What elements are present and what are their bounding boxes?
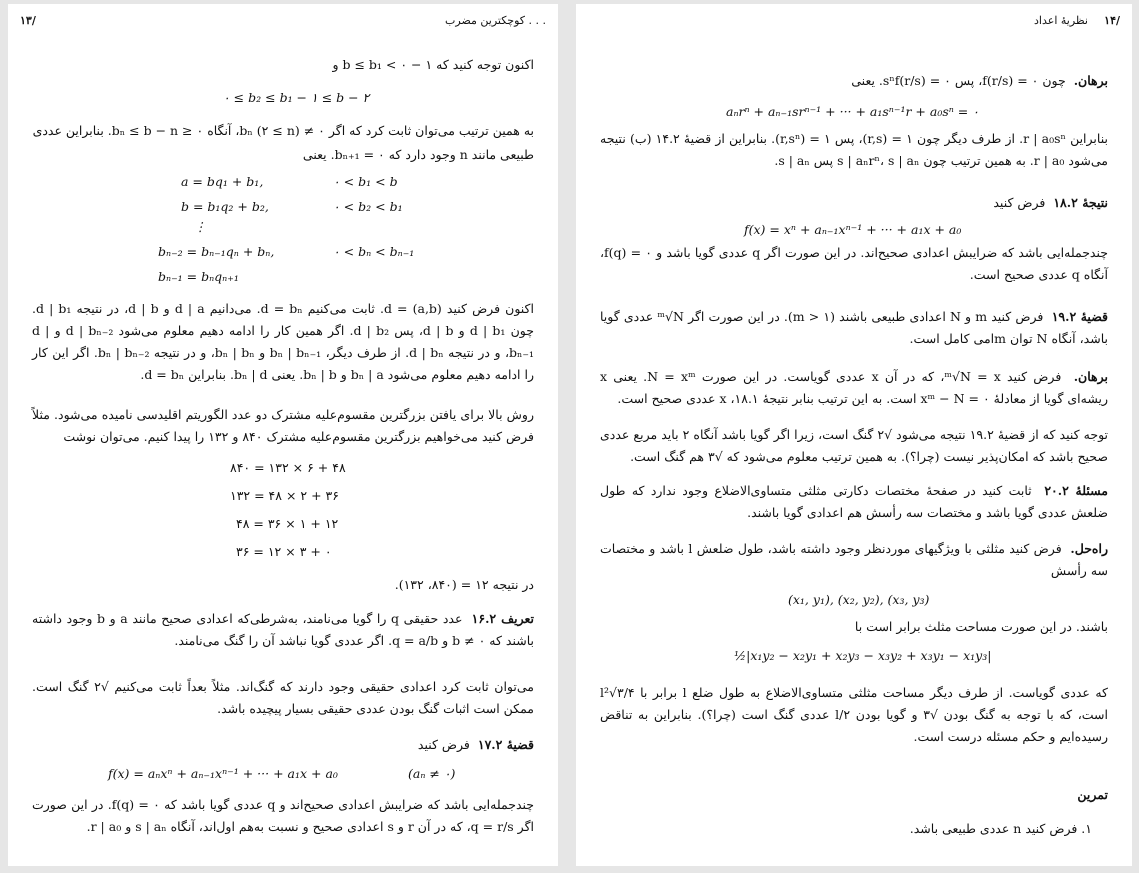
- paragraph: چندجمله‌ایی باشد که ضرایبش اعدادی صحیح‌اند و q عددی گویا باشد که ۰ = f(q). در این صورت اگر q = r/s، که در آن r و s اعدادی صحیح و نسبت به‌هم اول‌اند، آنگاه s | aₙ و r | a₀.: [32, 797, 535, 834]
- equation-rhs: ۰ < b₁ < b: [333, 174, 398, 189]
- proof: [600, 70, 1108, 92]
- proof-label: برهان.: [1073, 369, 1108, 384]
- paragraph: طبیعی مانند n وجود دارد که ۰ = bₙ₊₁. یعنی: [302, 147, 534, 162]
- theorem-title: قضیهٔ ۱۹.۲: [1051, 309, 1109, 324]
- paragraph: باشند. در این صورت مساحت مثلث برابر است با: [854, 619, 1108, 634]
- problem-text: ثابت کنید در صفحهٔ مختصات دکارتی مثلثی متساوی‌الاضلاع وجود ندارد که طول ضلعش عددی گویا باشد و مختصات سه رأسش هم اعدادی گویا باشند.: [600, 483, 1108, 520]
- paragraph: به همین ترتیب می‌توان ثابت کرد که اگر ۰ ≠ bₙ (۲ ≤ n)، آنگاه ۰ ≤ bₙ ≤ b − n. بنابراین عددی: [32, 123, 534, 138]
- definition-text: عدد حقیقی q را گویا می‌نامند، به‌شرطی‌که اعدادی صحیح مانند a و b وجود داشته باشند که ۰ ≠ b و q = a/b. اگر عددی گویا نباشد آن را گنگ می‌نامند.: [32, 611, 534, 648]
- paragraph: توجه کنید که از قضیهٔ ۱۹.۲ نتیجه می‌شود √۲ گنگ است، زیرا اگر گویا باشد آنگاه ۲ باید مربع عددی صحیح باشد که امکان‌پذیر نیست (چرا؟). به همین ترتیب معلوم می‌شود که √۳ هم گنگ است.: [600, 427, 1109, 464]
- calc-line: ۴۸ = ۳۶ × ۱ + ۱۲: [236, 516, 339, 531]
- problem-title: مسئلهٔ ۲۰.۲: [1044, 483, 1108, 498]
- exercise-item: ۱. فرض کنید n عددی طبیعی باشد.: [909, 821, 1092, 836]
- proof: [600, 366, 1108, 410]
- equation-rhs: ۰ < b₂ < b₁: [333, 199, 403, 214]
- solution-text: فرض کنید مثلثی با ویژگیهای موردنظر وجود داشته باشد، طول ضلعش l باشد و مختصات سه رأسش: [600, 541, 1108, 578]
- header-title: نظریهٔ اعداد: [1034, 14, 1088, 27]
- corollary: [600, 192, 1108, 214]
- theorem: [32, 734, 534, 756]
- definition: [32, 608, 534, 652]
- paragraph: بنابراین r | a₀sⁿ. از طرف دیگر چون ۱ = (r,s)، پس ۱ = (r,sⁿ). بنابراین از قضیهٔ ۱۴.۲ (ب) نتیجه می‌شود r | a₀. به همین ترتیب چون s | aₙrⁿ، s | aₙ پس s | aₙ.: [600, 131, 1108, 168]
- equation-lhs: b = b₁q₂ + b₂,: [181, 199, 269, 214]
- equation-ellipsis: ⋮: [194, 219, 207, 234]
- paragraph: که عددی گویاست. از طرف دیگر مساحت مثلثی متساوی‌الاضلاع به طول ضلع l برابر با l²√۳/۴ است، که با توجه به گنگ بودن √۳ و گویا بودن l/۲ عددی گنگ است (چرا؟). بنابراین به تناقض رسیده‌ایم و حکم مسئله درست است.: [600, 685, 1108, 744]
- page-number: ۱۳/: [20, 14, 36, 27]
- equation-lhs: bₙ₋₂ = bₙ₋₁qₙ + bₙ,: [158, 244, 275, 259]
- page-number: ۱۴/: [1104, 14, 1120, 27]
- calc-line: ۸۴۰ = ۱۳۲ × ۶ + ۴۸: [230, 460, 346, 475]
- header-title: کوچکترین مضرب . . .: [445, 14, 546, 27]
- paragraph: روش بالا برای یافتن بزرگترین مقسوم‌علیه مشترک دو عدد الگوریتم اقلیدسی نامیده می‌شود. مثلاً فرض کنید می‌خواهیم بزرگترین مقسوم‌علیه مشترک ۸۴۰ و ۱۳۲ را پیدا کنیم. می‌توان نوشت: [32, 407, 534, 444]
- paragraph: چندجمله‌ایی باشد که ضرایبش اعدادی صحیح‌اند. در این صورت اگر q عددی گویا باشد و ۰ = f(q)، آنگاه q عددی صحیح است.: [600, 245, 1108, 282]
- corollary-lead: فرض کنید: [993, 195, 1046, 210]
- problem: [600, 480, 1108, 524]
- proof-label: برهان.: [1073, 73, 1108, 88]
- calc-line: ۱۳۲ = ۴۸ × ۲ + ۳۶: [230, 488, 339, 503]
- exercises-title: تمرین: [1077, 787, 1108, 802]
- solution-label: راه‌حل.: [1070, 541, 1108, 556]
- proof-text: فرض کنید ᵐ√N = x، که در آن x عددی گویاست. در این صورت N = xᵐ. یعنی x ریشه‌ای گویا از معادلهٔ ۰ = xᵐ − N است. به این ترتیب بنابر نتیجهٔ ۱۸.۱، x عددی صحیح است.: [600, 369, 1108, 406]
- area-formula: ½|x₁y₂ − x₂y₁ + x₂y₃ − x₃y₂ + x₃y₁ − x₁y₃|: [734, 648, 992, 663]
- theorem: [600, 306, 1108, 350]
- calc-line: ۳۶ = ۱۲ × ۳ + ۰: [236, 544, 332, 559]
- vertices: (x₁, y₁), (x₂, y₂), (x₃, y₃): [788, 592, 930, 607]
- paragraph: در نتیجه ۱۲ = (۸۴۰، ۱۳۲).: [394, 577, 534, 592]
- corollary-title: نتیجهٔ ۱۸.۲: [1053, 195, 1108, 210]
- equation: f(x) = xⁿ + aₙ₋₁xⁿ⁻¹ + ··· + a₁x + a₀: [744, 222, 962, 237]
- page-header: [588, 14, 1120, 30]
- equation-lhs: a = bq₁ + b₁,: [181, 174, 264, 189]
- theorem-lead: فرض کنید: [417, 737, 470, 752]
- right-page: [576, 4, 1132, 866]
- definition-title: تعریف ۱۶.۲: [471, 611, 534, 626]
- theorem-text: فرض کنید m و N اعدادی طبیعی باشند (m > ۱). در این صورت اگر ᵐ√N عددی گویا باشد، آنگاه N توان mامی کامل است.: [600, 309, 1108, 346]
- paragraph: اکنون توجه کنید که ۱ − b ≤ b₁ < ۰ و: [332, 57, 534, 72]
- page-header: [20, 14, 546, 30]
- equation-rhs: ۰ < bₙ < bₙ₋₁: [333, 244, 415, 259]
- polynomial-condition: (aₙ ≠ ۰): [408, 766, 456, 781]
- theorem-title: قضیهٔ ۱۷.۲: [477, 737, 534, 752]
- left-page: [8, 4, 558, 866]
- polynomial: f(x) = aₙxⁿ + aₙ₋₁xⁿ⁻¹ + ··· + a₁x + a₀: [108, 766, 338, 781]
- proof-text: چون ۰ = f(r/s)، پس ۰ = sⁿf(r/s). یعنی: [851, 73, 1066, 88]
- paragraph: اکنون فرض کنید d = (a,b). ثابت می‌کنیم d = bₙ. می‌دانیم d | a و d | b، در نتیجه d | b₁. چون d | b₁ و d | b، پس d | b₂. اگر همین کار را ادامه دهیم معلوم می‌شود d | bₙ₋₂ و d | bₙ₋₁، و در نتیجه d | bₙ. از طرف دیگر، bₙ | bₙ₋₁ و bₙ | bₙ، و در نتیجه bₙ | bₙ₋₂. اگر این کار را ادامه دهیم معلوم می‌شود bₙ | a و bₙ | b. یعنی bₙ | d. بنابراین d = bₙ.: [32, 301, 535, 382]
- equation: aₙrⁿ + aₙ₋₁srⁿ⁻¹ + ··· + a₁sⁿ⁻¹r + a₀sⁿ = ۰: [726, 104, 979, 119]
- paragraph: می‌توان ثابت کرد اعدادی حقیقی وجود دارند که گنگ‌اند. مثلاً بعداً ثابت می‌کنیم √۲ گنگ است. ممکن است اثبات گنگ بودن عددی حقیقی بسیار پیچیده باشد.: [32, 679, 534, 716]
- solution: [600, 538, 1108, 582]
- equation-lhs: bₙ₋₁ = bₙqₙ₊₁: [158, 269, 239, 284]
- inequality: ۰ ≤ b₂ ≤ b₁ − ۱ ≤ b − ۲: [223, 90, 370, 105]
